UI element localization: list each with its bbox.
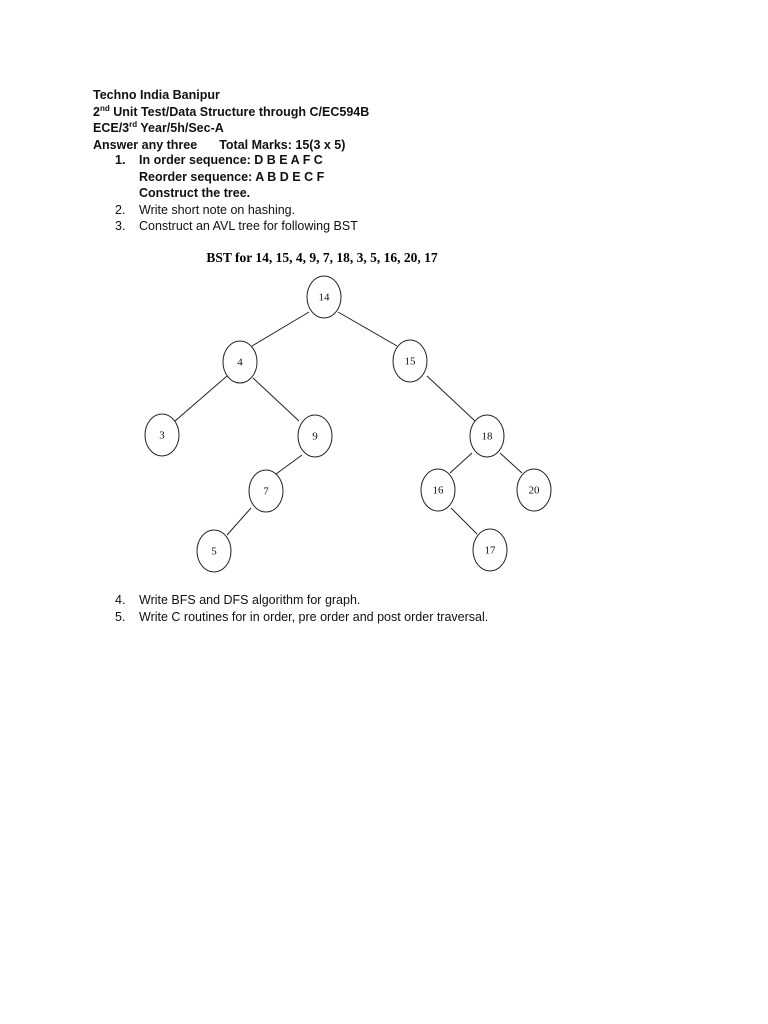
tree-node-label: 9 [312, 430, 318, 443]
tree-node-label: 3 [159, 429, 165, 442]
edge-4-3 [175, 376, 227, 421]
question-list-continued [93, 592, 488, 625]
edge-18-16 [450, 453, 472, 473]
edge-15-18 [427, 376, 475, 421]
tree-node-label: 14 [318, 291, 330, 304]
institute-name: Techno India Banipur [93, 88, 220, 102]
edge-4-9 [253, 378, 299, 421]
question-number: 1. [115, 153, 126, 167]
tree-edges [175, 312, 522, 535]
tree-node-label: 4 [237, 356, 243, 369]
question-number: 2. [115, 202, 126, 217]
question-3 [93, 218, 358, 235]
edge-7-5 [227, 508, 251, 535]
tree-node-label: 7 [263, 485, 269, 498]
question-text: Reorder sequence: A B D E C F [139, 169, 325, 184]
tree-node-label: 18 [481, 430, 493, 443]
instruction: Answer any three [93, 137, 198, 152]
exam-header [93, 87, 369, 153]
question-2 [93, 202, 358, 219]
question-4 [93, 592, 488, 609]
edge-18-20 [500, 453, 522, 473]
question-number: 3. [115, 219, 126, 234]
edge-14-15 [338, 312, 397, 346]
total-marks: Total Marks: 15(3 x 5) [219, 137, 346, 152]
edge-16-17 [451, 508, 477, 534]
edge-14-4 [252, 312, 309, 346]
tree-node-label: 20 [528, 484, 540, 497]
class-info: ECE/3rd Year/5h/Sec-A [93, 120, 224, 136]
question-text: Construct an AVL tree for following BST [139, 219, 358, 234]
question-text: Write short note on hashing. [139, 202, 296, 217]
instruction-line [93, 137, 369, 154]
question-number: 5. [115, 609, 126, 624]
tree-node-label: 17 [484, 544, 496, 557]
diagram-title: BST for 14, 15, 4, 9, 7, 18, 3, 5, 16, 20, 17 [206, 250, 438, 265]
tree-node-label: 15 [404, 355, 416, 368]
bst-diagram [0, 240, 768, 590]
test-title: 2nd Unit Test/Data Structure through C/EC594B [93, 103, 370, 119]
edge-9-7 [276, 455, 302, 474]
question-list [93, 152, 358, 235]
question-text: Write C routines for in order, pre order and post order traversal. [139, 609, 489, 624]
tree-node-label: 5 [211, 545, 217, 558]
question-text: Construct the tree. [139, 186, 251, 201]
question-text: In order sequence: D B E A F C [139, 153, 323, 167]
question-1 [93, 152, 358, 202]
question-5 [93, 609, 488, 626]
tree-node-circles [145, 276, 551, 572]
question-number: 4. [115, 593, 126, 607]
tree-node-label: 16 [432, 484, 444, 497]
question-text: Write BFS and DFS algorithm for graph. [139, 593, 361, 607]
